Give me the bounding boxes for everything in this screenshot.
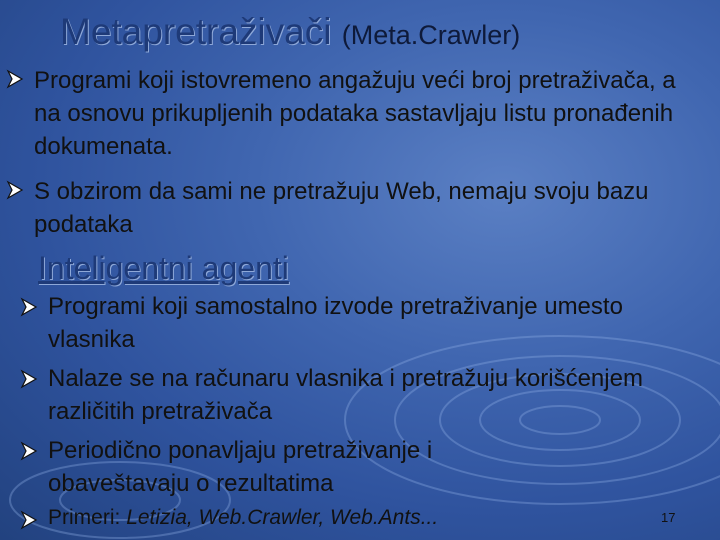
examples-items: Letizia, Web.Crawler, Web.Ants... xyxy=(126,506,439,529)
bullet-arrow-icon xyxy=(20,441,38,461)
examples-line xyxy=(48,503,438,533)
page-number: 17 xyxy=(661,510,676,525)
slide-title-paren: (Meta.Crawler) xyxy=(341,20,521,50)
slide-title xyxy=(60,10,520,57)
bullet-arrow-icon xyxy=(20,297,38,317)
bullet-a-1: Programi koji istovremeno angažuju veći broj pretraživača, a na osnovu prikupljenih podataka sastavljaju listu pronađenih dokumenata. xyxy=(34,67,676,160)
examples-label: Primeri: xyxy=(48,506,121,529)
bullet-arrow-icon xyxy=(20,369,38,389)
bullet-b-2: Nalaze se na računaru vlasnika i pretražuju korišćenjem različitih pretraživača xyxy=(48,365,643,425)
slide-title-main: Metapretraživači xyxy=(60,11,332,52)
bullet-a-2: S obzirom da sami ne pretražuju Web, nemaju svoju bazu podataka xyxy=(34,178,649,238)
bullet-arrow-icon xyxy=(6,69,24,89)
bullet-arrow-icon xyxy=(6,180,24,200)
bullet-arrow-icon xyxy=(20,510,38,530)
bullet-b-1: Programi koji samostalno izvode pretraživanje umesto vlasnika xyxy=(48,293,623,353)
section-title: Inteligentni agenti xyxy=(38,250,289,286)
bullet-b-3: Periodično ponavljaju pretraživanje i obaveštavaju o rezultatima xyxy=(48,437,433,497)
